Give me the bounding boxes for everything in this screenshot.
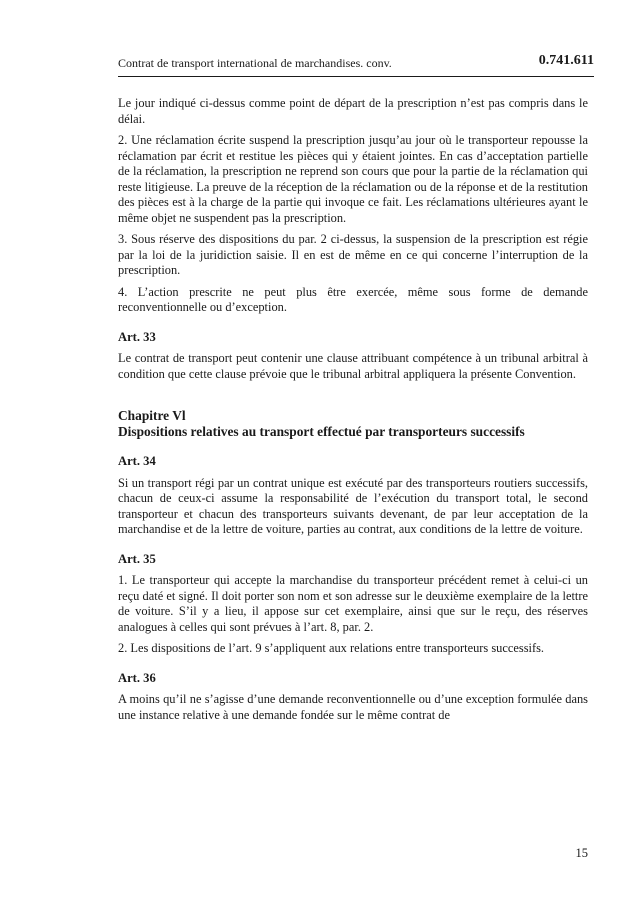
- paragraph-3: 3. Sous réserve des dispositions du par. 2 ci-dessus, la suspension de la prescription est régie par la loi de la juridiction saisie. Il en est de même en ce qui concerne l’interruption de la prescription.: [118, 232, 588, 277]
- header-divider: [118, 76, 594, 77]
- page-body: [118, 96, 588, 729]
- paragraph-2: 2. Une réclamation écrite suspend la prescription jusqu’au jour où le transporteur repousse la réclamation par écrit et restitue les pièces qui y étaient jointes. En cas d’acceptation partielle de la réclamation, la prescription ne reprend son cours que pour la partie de la réclamation qui reste litigieuse. La preuve de la réception de la réclamation ou de la réponse et de la restitution des pièces est à la charge de la partie qui invoque ce fait. Les réclamations ultérieures ayant le même objet ne suspendent pas la prescription.: [118, 133, 588, 225]
- paragraph-continuation: Le jour indiqué ci-dessus comme point de départ de la prescription n’est pas compris dans le délai.: [118, 96, 588, 126]
- article-36-text: A moins qu’il ne s’agisse d’une demande reconventionnelle ou d’une exception formulée dans une instance relative à une demande fondée sur le même contrat de: [118, 692, 588, 722]
- article-35-heading: Art. 35: [118, 551, 156, 566]
- page-header: [118, 52, 594, 76]
- chapter-number: Chapitre Vl: [118, 408, 186, 423]
- chapter-title: Dispositions relatives au transport effectué par transporteurs successifs: [118, 424, 525, 439]
- chapter-heading: [118, 408, 588, 440]
- article-36-heading: Art. 36: [118, 670, 156, 685]
- article-34-text: Si un transport régi par un contrat unique est exécuté par des transporteurs routiers successifs, chacun de ceux-ci assume la responsabilité de l’exécution du transport total, le second transporteur et chacun des transporteurs suivants devenant, de par leur acceptation de la marchandise et de la lettre de voiture, parties au contrat, aux conditions de la lettre de voiture.: [118, 475, 588, 536]
- article-35-paragraph-2: 2. Les dispositions de l’art. 9 s’appliquent aux relations entre transporteurs successifs.: [118, 641, 545, 655]
- page-number: 15: [575, 846, 588, 860]
- article-33-heading: Art. 33: [118, 329, 156, 344]
- document-code: 0.741.611: [538, 53, 594, 68]
- running-title: Contrat de transport international de marchandises. conv.: [118, 56, 392, 70]
- article-33-text: Le contrat de transport peut contenir une clause attribuant compétence à un tribunal arbitral à condition que cette clause prévoie que le tribunal arbitral appliquera la présente Convention.: [118, 351, 588, 381]
- article-35-paragraph-1: 1. Le transporteur qui accepte la marchandise du transporteur précédent remet à celui-ci un reçu daté et signé. Il doit porter son nom et son adresse sur le deuxième exemplaire de la lettre de voiture. S’il y a lieu, il appose sur cet exemplaire, ainsi que sur le reçu, des réserves analogues à celles qui sont prévues à l’art. 8, par. 2.: [118, 573, 588, 634]
- article-34-heading: Art. 34: [118, 454, 156, 468]
- paragraph-4: 4. L’action prescrite ne peut plus être exercée, même sous forme de demande reconventionnelle ou d’exception.: [118, 284, 588, 314]
